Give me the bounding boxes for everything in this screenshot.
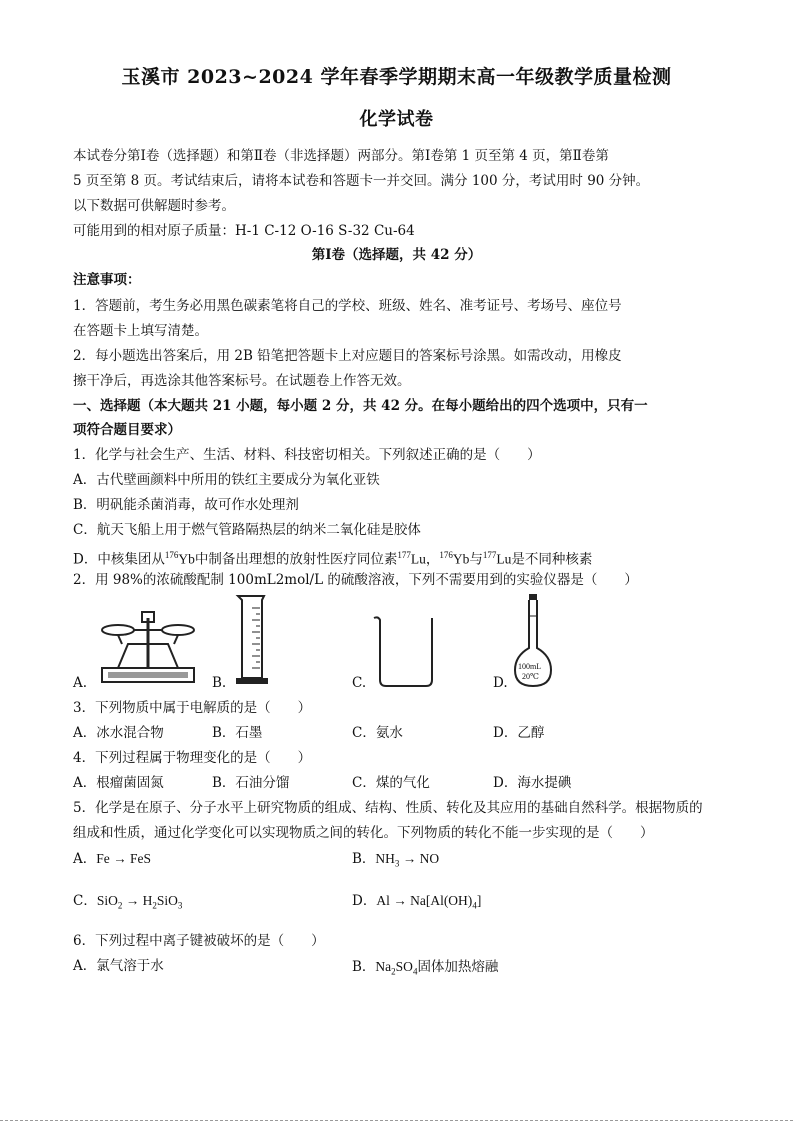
option-d: D．海水提碘 [493,775,572,791]
chemical-formula: Na [375,959,392,974]
option-d-text: 是不同种核素 [511,551,593,568]
reaction-formula: ] [476,893,482,908]
subscript: 2 [117,900,123,911]
reaction-formula: → H [122,893,153,908]
option-d-text: 与 [469,551,483,568]
question-stem: 6．下列过程中离子键被破坏的是（ ） [73,933,325,949]
notice-item: 2．每小题选出答案后，用 2B 铅笔把答题卡上对应题目的答案标号涂黑。如需改动，用橡皮 [73,348,622,364]
option-a: A．氯气溶于水 [73,958,164,974]
atomic-masses: 可能用到的相对原子质量：H-1 C-12 O-16 S-32 Cu-64 [73,223,415,239]
mass-number: 176 [164,550,179,560]
question-stem: 4．下列过程属于物理变化的是（ ） [73,750,312,766]
balance-scale-icon [98,608,198,684]
intro-line: 以下数据可供解题时参考。 [73,198,235,214]
option-b-text: 固体加热熔融 [417,959,499,975]
section-heading: 第Ⅰ卷（选择题，共 42 分） [311,247,482,263]
option-b [352,954,498,985]
reaction-formula: Al → Na[Al(OH) [376,893,473,908]
beaker-icon [372,614,438,688]
notice-item: 1．答题前，考生务必用黑色碳素笔将自己的学校、班级、姓名、准考证号、考场号、座位号 [73,298,622,314]
intro-line: 5 页至第 8 页。考试结束后，请将本试卷和答题卡一并交回。满分 100 分，考试用时 90 分钟。 [73,173,650,189]
option-c [73,888,182,919]
option-d [352,888,481,919]
reaction-formula: Fe → FeS [96,851,152,866]
option-c: C．氨水 [352,725,403,741]
part-instructions: 项符合题目要求） [73,422,181,438]
page-bottom-divider [0,1120,793,1121]
option-b: B．石墨 [212,725,263,741]
exam-subtitle: 化学试卷 [359,109,434,130]
option-label: C． [73,893,97,909]
element-symbol: Yb [178,551,195,567]
subscript: 3 [394,858,400,869]
option-label: D． [352,893,377,909]
question-stem: 1．化学与社会生产、生活、材料、科技密切相关。下列叙述正确的是（ ） [73,447,541,463]
element-symbol: Lu [496,551,512,567]
subscript: 2 [391,966,396,977]
option-c: C．航天飞船上用于燃气管路隔热层的纳米二氧化硅是胶体 [73,522,421,538]
reaction-formula: NH [375,851,395,866]
question-stem: 3．下列物质中属于电解质的是（ ） [73,700,312,716]
subscript: 2 [152,900,157,911]
reaction-formula: SiO [156,893,178,908]
option-d-text: ， [425,551,440,568]
flask-temp-label: 20℃ [522,672,539,681]
option-d-text: 中制备出理想的放射性医疗同位素 [194,551,398,568]
part-instructions: 一、选择题（本大题共 21 小题，每小题 2 分，共 42 分。在每小题给出的四个选项中，只有一 [73,398,648,414]
subscript: 3 [177,900,183,911]
question-stem: 5．化学是在原子、分子水平上研究物质的组成、结构、性质、转化及其应用的基础自然科学。根据物质的 [73,800,703,816]
element-symbol: Yb [452,551,470,567]
graduated-cylinder-icon [232,594,272,688]
option-d-label: D. [493,675,508,691]
question-stem: 组成和性质，通过化学变化可以实现物质之间的转化。下列物质的转化不能一步实现的是（ ） [73,825,654,841]
option-a: A．根瘤菌固氮 [73,775,164,791]
option-b: B．石油分馏 [212,775,290,791]
option-c-label: C. [352,675,367,691]
element-symbol: Lu [410,551,426,567]
option-c: C．煤的气化 [352,775,430,791]
exam-title: 玉溪市 2023~2024 学年春季学期期末高一年级教学质量检测 [121,66,672,88]
option-b-label: B. [212,675,227,691]
option-a-label: A. [73,675,88,691]
option-label: A． [73,851,97,867]
mass-number: 177 [397,550,411,560]
notice-title: 注意事项： [73,272,141,288]
flask-volume-label: 100mL [518,662,542,671]
option-d: D．乙醇 [493,725,545,741]
question-stem: 2．用 98%的浓硫酸配制 100mL2mol/L 的硫酸溶液，下列不需要用到的实验仪器是（ ） [73,572,638,588]
reaction-formula: → NO [399,851,440,866]
mass-number: 177 [482,550,497,560]
intro-line: 本试卷分第Ⅰ卷（选择题）和第Ⅱ卷（非选择题）两部分。第Ⅰ卷第 1 页至第 4 页，第Ⅱ卷第 [73,148,609,164]
option-d-text: D．中核集团从 [73,551,165,568]
option-b: B．明矾能杀菌消毒，故可作水处理剂 [73,497,299,513]
chemical-formula: SO [395,959,413,974]
notice-item: 擦干净后，再选涂其他答案标号。在试题卷上作答无效。 [73,373,411,389]
subscript: 4 [412,966,418,977]
option-a [73,846,151,872]
option-a: A．古代壁画颜料中所用的铁红主要成分为氧化亚铁 [73,472,380,488]
subscript: 4 [472,900,477,911]
option-b [352,846,439,877]
reaction-formula: SiO [96,893,118,908]
mass-number: 176 [439,550,453,560]
option-a: A．冰水混合物 [73,725,164,741]
notice-item: 在答题卡上填写清楚。 [73,323,208,339]
option-label: B． [352,851,376,867]
option-label: B． [352,959,376,975]
